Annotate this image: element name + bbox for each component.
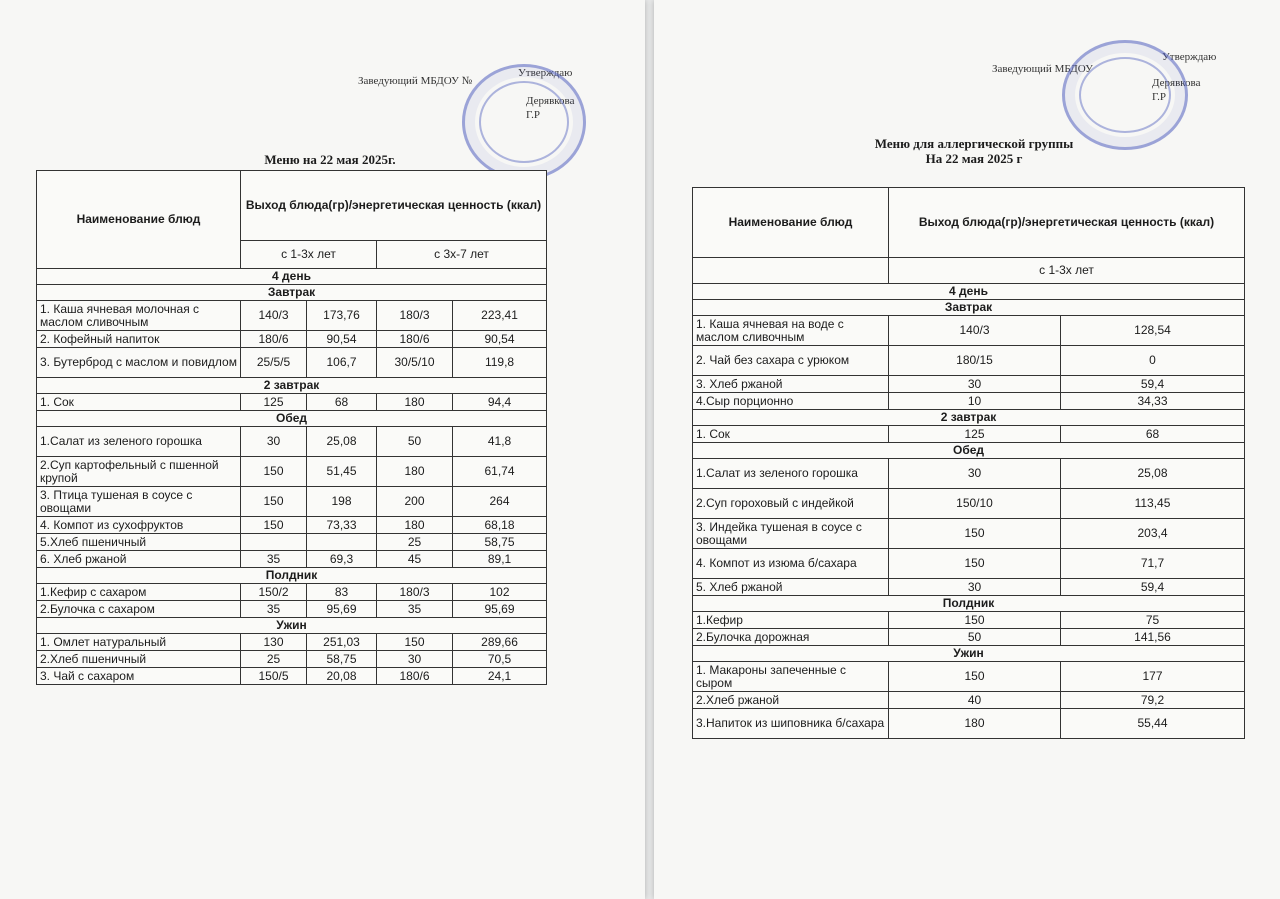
- portion-weight: 180/3: [377, 301, 453, 331]
- portion-weight: 150: [241, 517, 307, 534]
- portion-weight: 25/5/5: [241, 348, 307, 378]
- portion-weight: 180/6: [377, 668, 453, 685]
- table-row: [693, 316, 1245, 346]
- energy-value: 251,03: [307, 634, 377, 651]
- output-header: Выход блюда(гр)/энергетическая ценность (ккал): [241, 171, 547, 241]
- energy-value: 223,41: [453, 301, 547, 331]
- energy-value: 25,08: [307, 427, 377, 457]
- dish-name: 1. Сок: [37, 394, 241, 411]
- age-3-7-header: с 3х-7 лет: [377, 241, 547, 269]
- energy-value: 95,69: [307, 601, 377, 618]
- portion-weight: 180: [889, 709, 1061, 739]
- section-title: Завтрак: [37, 285, 547, 301]
- dish-name: 6. Хлеб ржаной: [37, 551, 241, 568]
- dish-name: 1. Каша ячневая на воде с маслом сливочным: [693, 316, 889, 346]
- section-row: [693, 443, 1245, 459]
- table-row: [37, 331, 547, 348]
- section-row: [37, 285, 547, 301]
- energy-value: 203,4: [1061, 519, 1245, 549]
- energy-value: 70,5: [453, 651, 547, 668]
- table-row: [37, 301, 547, 331]
- portion-weight: 180: [377, 394, 453, 411]
- energy-value: 90,54: [307, 331, 377, 348]
- portion-weight: 140/3: [889, 316, 1061, 346]
- energy-value: 55,44: [1061, 709, 1245, 739]
- dish-name: 1. Макароны запеченные с сыром: [693, 662, 889, 692]
- dish-name: 3. Индейка тушеная в соусе с овощами: [693, 519, 889, 549]
- table-row: [693, 376, 1245, 393]
- portion-weight: 40: [889, 692, 1061, 709]
- energy-value: 69,3: [307, 551, 377, 568]
- energy-value: 79,2: [1061, 692, 1245, 709]
- table-row: [37, 457, 547, 487]
- table-row: [693, 629, 1245, 646]
- day-label: 4 день: [693, 284, 1245, 300]
- table-row: [693, 519, 1245, 549]
- table-row: [693, 662, 1245, 692]
- portion-weight: 25: [377, 534, 453, 551]
- day-label: 4 день: [37, 269, 547, 285]
- energy-value: 113,45: [1061, 489, 1245, 519]
- energy-value: 289,66: [453, 634, 547, 651]
- dish-name: 4. Компот из сухофруктов: [37, 517, 241, 534]
- dish-name: 3. Хлеб ржаной: [693, 376, 889, 393]
- table-row: [37, 394, 547, 411]
- dish-name: 1.Салат из зеленого горошка: [693, 459, 889, 489]
- portion-weight: 45: [377, 551, 453, 568]
- age-header-row: [693, 258, 1245, 284]
- energy-value: 51,45: [307, 457, 377, 487]
- table-row: [37, 668, 547, 685]
- table-row: [37, 601, 547, 618]
- section-title: Ужин: [693, 646, 1245, 662]
- dish-name: 3.Напиток из шиповника б/сахара: [693, 709, 889, 739]
- portion-weight: 50: [377, 427, 453, 457]
- section-title: Полдник: [37, 568, 547, 584]
- energy-value: 264: [453, 487, 547, 517]
- portion-weight: 125: [241, 394, 307, 411]
- dish-name: 1. Сок: [693, 426, 889, 443]
- table-row: [693, 692, 1245, 709]
- energy-value: 95,69: [453, 601, 547, 618]
- portion-weight: 150: [241, 457, 307, 487]
- portion-weight: 150/10: [889, 489, 1061, 519]
- portion-weight: 50: [889, 629, 1061, 646]
- approval-line: Утверждаю: [1162, 51, 1217, 63]
- portion-weight: 30: [889, 579, 1061, 596]
- table-row: [37, 348, 547, 378]
- dish-name: 1.Кефир: [693, 612, 889, 629]
- approval-line: Заведующий МБДОУ №: [358, 75, 473, 87]
- energy-value: 58,75: [453, 534, 547, 551]
- approval-line: Дерявкова Г.Р: [526, 95, 575, 121]
- dish-name: 2. Кофейный напиток: [37, 331, 241, 348]
- portion-weight: 150: [889, 549, 1061, 579]
- table-row: [37, 634, 547, 651]
- dish-name: 5.Хлеб пшеничный: [37, 534, 241, 551]
- age-1-3-header: с 1-3х лет: [241, 241, 377, 269]
- table-row: [693, 393, 1245, 410]
- energy-value: 71,7: [1061, 549, 1245, 579]
- section-row: [693, 596, 1245, 612]
- energy-value: 173,76: [307, 301, 377, 331]
- section-row: [693, 410, 1245, 426]
- dish-name: 2.Хлеб ржаной: [693, 692, 889, 709]
- energy-value: 89,1: [453, 551, 547, 568]
- table-row: [693, 579, 1245, 596]
- section-title: Полдник: [693, 596, 1245, 612]
- dish-name: 2.Суп картофельный с пшенной крупой: [37, 457, 241, 487]
- dish-name: 4. Компот из изюма б/сахара: [693, 549, 889, 579]
- energy-value: 94,4: [453, 394, 547, 411]
- portion-weight: 30: [889, 459, 1061, 489]
- energy-value: 58,75: [307, 651, 377, 668]
- portion-weight: 180/6: [377, 331, 453, 348]
- energy-value: 198: [307, 487, 377, 517]
- table-row: [37, 427, 547, 457]
- energy-value: 0: [1061, 346, 1245, 376]
- dish-name: 2.Булочка дорожная: [693, 629, 889, 646]
- dish-name: 5. Хлеб ржаной: [693, 579, 889, 596]
- dish-name: 2.Булочка с сахаром: [37, 601, 241, 618]
- dish-name: 3. Птица тушеная в соусе с овощами: [37, 487, 241, 517]
- energy-value: 25,08: [1061, 459, 1245, 489]
- table-row: [37, 517, 547, 534]
- portion-weight: 150: [241, 487, 307, 517]
- output-header: Выход блюда(гр)/энергетическая ценность (ккал): [889, 188, 1245, 258]
- section-title: 2 завтрак: [37, 378, 547, 394]
- portion-weight: 35: [377, 601, 453, 618]
- dish-name: 1. Омлет натуральный: [37, 634, 241, 651]
- dish-name: 4.Сыр порционно: [693, 393, 889, 410]
- approval-line: Заведующий МБДОУ: [992, 63, 1093, 75]
- section-row: [693, 300, 1245, 316]
- portion-weight: 150/2: [241, 584, 307, 601]
- right-menu-table-body: [693, 188, 1245, 739]
- dish-name: 3. Чай с сахаром: [37, 668, 241, 685]
- section-title: Завтрак: [693, 300, 1245, 316]
- energy-value: 59,4: [1061, 376, 1245, 393]
- energy-value: 68: [307, 394, 377, 411]
- energy-value: 68: [1061, 426, 1245, 443]
- portion-weight: 30/5/10: [377, 348, 453, 378]
- portion-weight: 130: [241, 634, 307, 651]
- left-menu-title: Меню на 22 мая 2025г.: [264, 152, 396, 167]
- portion-weight: 30: [377, 651, 453, 668]
- table-row: [693, 346, 1245, 376]
- section-row: [37, 618, 547, 634]
- table-row: [37, 584, 547, 601]
- energy-value: 34,33: [1061, 393, 1245, 410]
- energy-value: [307, 534, 377, 551]
- left-menu-table-body: [37, 171, 547, 685]
- table-row: [37, 487, 547, 517]
- portion-weight: 10: [889, 393, 1061, 410]
- portion-weight: [241, 534, 307, 551]
- right-menu-title: [824, 136, 1124, 166]
- right-menu-title-line1: Меню для аллергической группы: [874, 136, 1074, 151]
- dish-name: 1.Кефир с сахаром: [37, 584, 241, 601]
- dish-name-header: Наименование блюд: [37, 171, 241, 269]
- table-row: [37, 651, 547, 668]
- approval-line: Утверждаю: [518, 67, 573, 79]
- portion-weight: 150: [889, 519, 1061, 549]
- dish-name: 3. Бутерброд с маслом и повидлом: [37, 348, 241, 378]
- energy-value: 75: [1061, 612, 1245, 629]
- table-row: [37, 551, 547, 568]
- table-header-row: [693, 188, 1245, 258]
- section-title: Ужин: [37, 618, 547, 634]
- portion-weight: 30: [889, 376, 1061, 393]
- energy-value: 20,08: [307, 668, 377, 685]
- energy-value: 177: [1061, 662, 1245, 692]
- approval-line: Дерявкова Г.Р: [1152, 77, 1201, 103]
- dish-name: 2.Хлеб пшеничный: [37, 651, 241, 668]
- table-row: [693, 709, 1245, 739]
- portion-weight: 35: [241, 551, 307, 568]
- portion-weight: 180/6: [241, 331, 307, 348]
- dish-name: 1. Каша ячневая молочная с маслом сливочным: [37, 301, 241, 331]
- energy-value: 68,18: [453, 517, 547, 534]
- left-menu-table: [36, 170, 547, 685]
- section-row: [37, 411, 547, 427]
- portion-weight: 180/3: [377, 584, 453, 601]
- portion-weight: 150: [889, 662, 1061, 692]
- energy-value: 41,8: [453, 427, 547, 457]
- portion-weight: 35: [241, 601, 307, 618]
- energy-value: 59,4: [1061, 579, 1245, 596]
- dish-name: 2. Чай без сахара с урюком: [693, 346, 889, 376]
- table-row: [693, 459, 1245, 489]
- portion-weight: 200: [377, 487, 453, 517]
- table-row: [693, 426, 1245, 443]
- portion-weight: 125: [889, 426, 1061, 443]
- energy-value: 24,1: [453, 668, 547, 685]
- left-approval-block: [358, 67, 575, 121]
- right-menu-title-line2: На 22 мая 2025 г: [925, 151, 1023, 166]
- portion-weight: 180: [377, 517, 453, 534]
- day-row: [37, 269, 547, 285]
- portion-weight: 25: [241, 651, 307, 668]
- energy-value: 128,54: [1061, 316, 1245, 346]
- energy-value: 83: [307, 584, 377, 601]
- energy-value: 102: [453, 584, 547, 601]
- portion-weight: 140/3: [241, 301, 307, 331]
- section-row: [693, 646, 1245, 662]
- dish-name: 1.Салат из зеленого горошка: [37, 427, 241, 457]
- portion-weight: 180/15: [889, 346, 1061, 376]
- energy-value: 73,33: [307, 517, 377, 534]
- day-row: [693, 284, 1245, 300]
- energy-value: 141,56: [1061, 629, 1245, 646]
- portion-weight: 30: [241, 427, 307, 457]
- section-row: [37, 568, 547, 584]
- section-title: 2 завтрак: [693, 410, 1245, 426]
- dish-name: 2.Суп гороховый с индейкой: [693, 489, 889, 519]
- section-title: Обед: [693, 443, 1245, 459]
- table-header-row: [37, 171, 547, 241]
- section-row: [37, 378, 547, 394]
- table-row: [37, 534, 547, 551]
- right-menu-sheet: [654, 0, 1280, 899]
- portion-weight: 150/5: [241, 668, 307, 685]
- official-stamp: [462, 64, 586, 180]
- portion-weight: 150: [889, 612, 1061, 629]
- table-row: [693, 612, 1245, 629]
- right-menu-table: [692, 187, 1245, 739]
- dish-name-header: Наименование блюд: [693, 188, 889, 258]
- energy-value: 119,8: [453, 348, 547, 378]
- energy-value: 106,7: [307, 348, 377, 378]
- portion-weight: 150: [377, 634, 453, 651]
- table-row: [693, 549, 1245, 579]
- official-stamp: [1062, 40, 1188, 150]
- age-1-3-header: с 1-3х лет: [889, 258, 1245, 284]
- section-title: Обед: [37, 411, 547, 427]
- table-row: [693, 489, 1245, 519]
- portion-weight: 180: [377, 457, 453, 487]
- energy-value: 90,54: [453, 331, 547, 348]
- energy-value: 61,74: [453, 457, 547, 487]
